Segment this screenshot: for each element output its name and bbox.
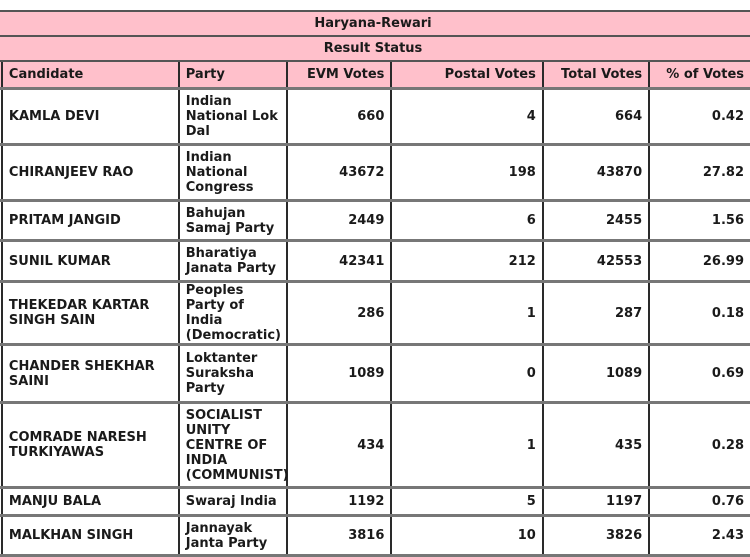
table-row <box>0 516 750 556</box>
total-votes: 1197 <box>543 488 649 516</box>
party-name: Peoples Party of India (Democratic) <box>179 282 288 345</box>
table-row <box>0 403 750 488</box>
party-name: Indian National Lok Dal <box>179 89 288 145</box>
percent-votes: 26.99 <box>649 241 750 282</box>
postal-votes: 6 <box>391 201 542 241</box>
percent-votes: 0.28 <box>649 403 750 488</box>
table-row <box>0 201 750 241</box>
total-votes: 1089 <box>543 345 649 403</box>
party-name: Swaraj India <box>179 488 288 516</box>
total-votes: 2455 <box>543 201 649 241</box>
candidate-name: MANJU BALA <box>2 488 179 516</box>
table-row <box>0 145 750 201</box>
table-row <box>0 282 750 345</box>
candidate-name: KAMLA DEVI <box>2 89 179 145</box>
postal-votes: 1 <box>391 282 542 345</box>
total-votes: 435 <box>543 403 649 488</box>
total-votes: 42553 <box>543 241 649 282</box>
header-candidate: Candidate <box>2 61 179 89</box>
candidate-name: THEKEDAR KARTAR SINGH SAIN <box>2 282 179 345</box>
evm-votes: 2449 <box>287 201 391 241</box>
table-row <box>0 241 750 282</box>
table-row <box>0 488 750 516</box>
subtitle-row <box>0 36 750 61</box>
postal-votes: 198 <box>391 145 542 201</box>
evm-votes: 1192 <box>287 488 391 516</box>
header-total-votes: Total Votes <box>543 61 649 89</box>
evm-votes: 660 <box>287 89 391 145</box>
percent-votes: 27.82 <box>649 145 750 201</box>
postal-votes: 1 <box>391 403 542 488</box>
postal-votes: 5 <box>391 488 542 516</box>
postal-votes: 10 <box>391 516 542 556</box>
header-percent-votes: % of Votes <box>649 61 750 89</box>
percent-votes: 0.76 <box>649 488 750 516</box>
party-name: Bharatiya Janata Party <box>179 241 288 282</box>
party-name: Indian National Congress <box>179 145 288 201</box>
percent-votes: 0.18 <box>649 282 750 345</box>
header-row <box>0 61 750 89</box>
evm-votes: 286 <box>287 282 391 345</box>
candidate-name: COMRADE NARESH TURKIYAWAS <box>2 403 179 488</box>
title-row <box>0 11 750 36</box>
percent-votes: 1.56 <box>649 201 750 241</box>
party-name: Loktanter Suraksha Party <box>179 345 288 403</box>
postal-votes: 212 <box>391 241 542 282</box>
table-row <box>0 89 750 145</box>
party-name: SOCIALIST UNITY CENTRE OF INDIA (COMMUNIST) <box>179 403 288 488</box>
total-votes: 3826 <box>543 516 649 556</box>
constituency-title: Haryana-Rewari <box>0 11 750 36</box>
evm-votes: 3816 <box>287 516 391 556</box>
postal-votes: 4 <box>391 89 542 145</box>
candidate-name: SUNIL KUMAR <box>2 241 179 282</box>
header-evm-votes: EVM Votes <box>287 61 391 89</box>
candidate-name: PRITAM JANGID <box>2 201 179 241</box>
total-votes: 43870 <box>543 145 649 201</box>
evm-votes: 43672 <box>287 145 391 201</box>
evm-votes: 434 <box>287 403 391 488</box>
candidate-name: CHIRANJEEV RAO <box>2 145 179 201</box>
results-table <box>0 10 750 557</box>
candidate-name: CHANDER SHEKHAR SAINI <box>2 345 179 403</box>
table-row <box>0 345 750 403</box>
header-party: Party <box>179 61 288 89</box>
percent-votes: 0.69 <box>649 345 750 403</box>
evm-votes: 42341 <box>287 241 391 282</box>
postal-votes: 0 <box>391 345 542 403</box>
percent-votes: 2.43 <box>649 516 750 556</box>
party-name: Jannayak Janta Party <box>179 516 288 556</box>
total-votes: 287 <box>543 282 649 345</box>
evm-votes: 1089 <box>287 345 391 403</box>
header-postal-votes: Postal Votes <box>391 61 542 89</box>
total-votes: 664 <box>543 89 649 145</box>
results-container <box>0 10 750 557</box>
candidate-name: MALKHAN SINGH <box>2 516 179 556</box>
results-body <box>0 89 750 556</box>
percent-votes: 0.42 <box>649 89 750 145</box>
party-name: Bahujan Samaj Party <box>179 201 288 241</box>
result-status-title: Result Status <box>0 36 750 61</box>
